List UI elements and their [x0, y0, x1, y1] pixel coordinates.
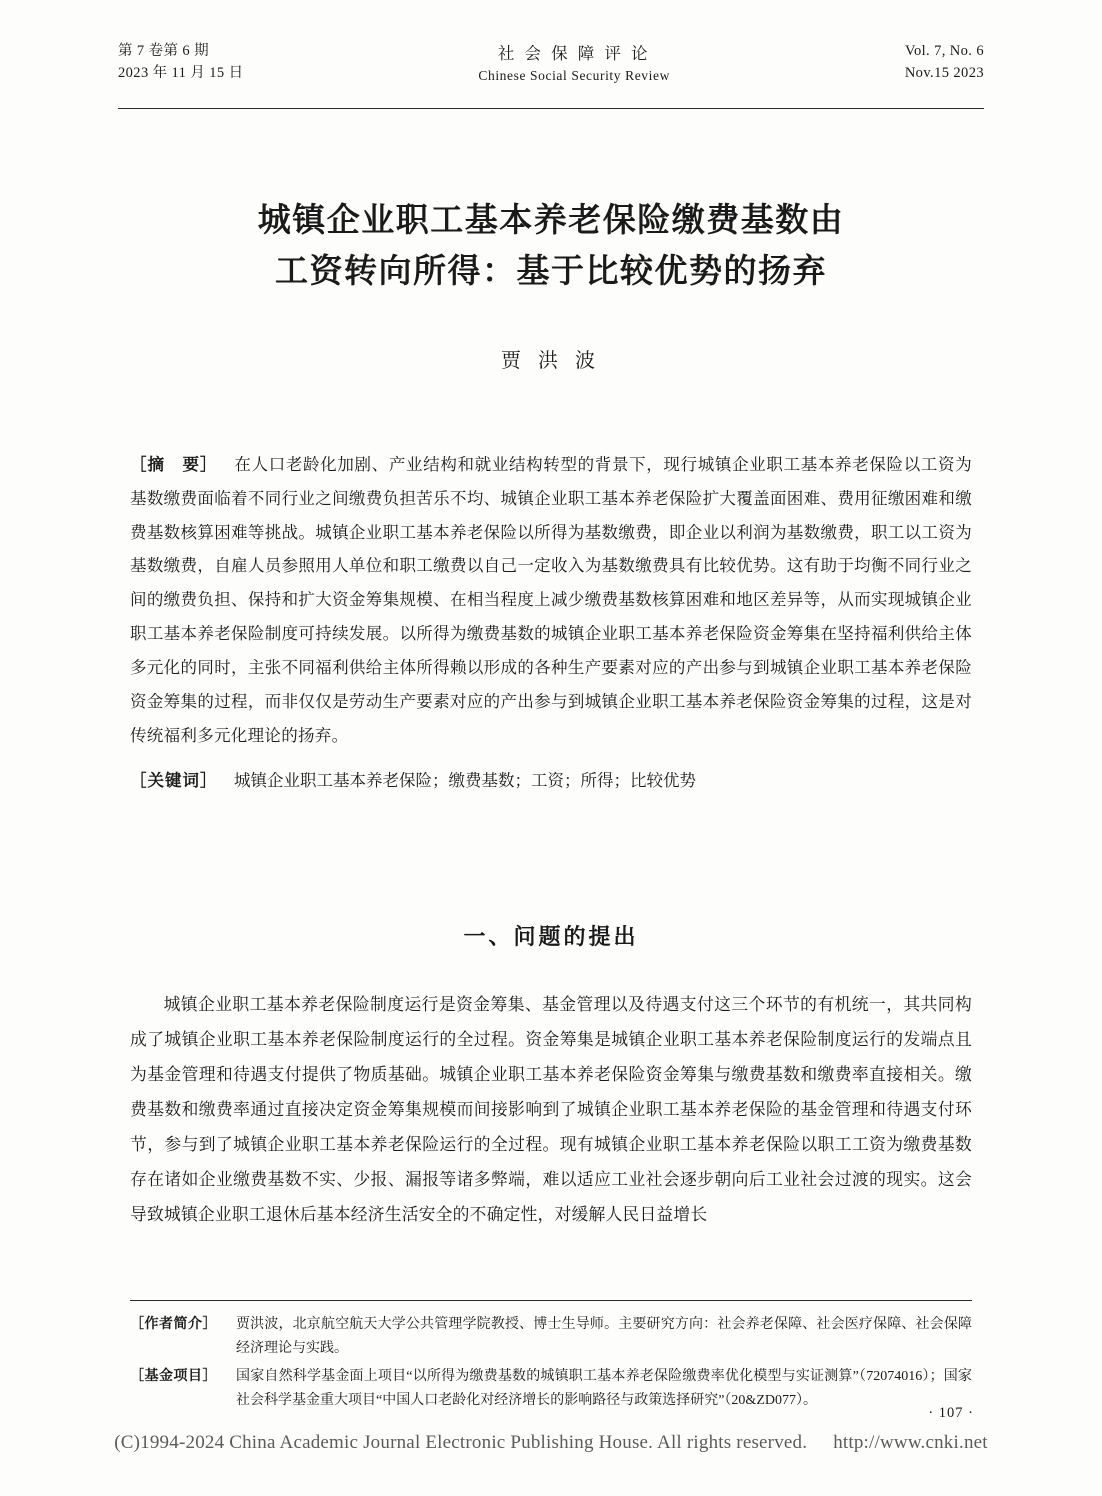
page-number: · 107 · [928, 1405, 974, 1421]
article-title-block [140, 196, 962, 373]
keywords-text: 城镇企业职工基本养老保险；缴费基数；工资；所得；比较优势 [234, 771, 696, 791]
cnki-copyright: (C)1994-2024 China Academic Journal Electronic Publishing House. All rights reserved. [114, 1432, 808, 1453]
cnki-footer [0, 1432, 1102, 1454]
journal-title-en: Chinese Social Security Review [478, 68, 670, 83]
publication-date-cn: 2023 年 11 月 15 日 [118, 65, 244, 82]
footnote-fund-label: ［基金项目］ [130, 1369, 217, 1385]
abstract-row [130, 448, 972, 752]
abstract-text: 在人口老龄化加剧、产业结构和就业结构转型的背景下，现行城镇企业职工基本养老保险以工资为基数缴费面临着不同行业之间缴费负担苦乐不均、城镇企业职工基本养老保险扩大覆盖面困难、费用征缴困难和缴费基数核算困难等挑战。城镇企业职工基本养老保险以所得为基数缴费，即企业以利润为基数缴费，职工以工资为基数缴费，自雇人员参照用人单位和职工缴费以自己一定收入为基数缴费具有比较优势。这有助于均衡不同行业之间的缴费负担、保持和扩大资金筹集规模、在相当程度上减少缴费基数核算困难和地区差异等，从而实现城镇企业职工基本养老保险制度可持续发展。以所得为缴费基数的城镇企业职工基本养老保险资金筹集在坚持福利供给主体多元化的同时，主张不同福利供给主体所得赖以形成的各种生产要素对应的产出参与到城镇企业职工基本养老保险资金筹集的过程，而非仅仅是劳动生产要素对应的产出参与到城镇企业职工基本养老保险资金筹集的过程，这是对传统福利多元化理论的扬弃。 [130, 455, 972, 745]
keywords-label: ［关键词］ [130, 771, 218, 791]
running-head [118, 40, 984, 109]
footnote-author-text: 贾洪波，北京航空航天大学公共管理学院教授、博士生导师。主要研究方向：社会养老保障、社会医疗保障、社会保障经济理论与实践。 [236, 1317, 972, 1357]
volume-issue: 第 7 卷第 6 期 [118, 43, 209, 59]
running-head-center [244, 40, 905, 84]
article-author: 贾 洪 波 [501, 350, 601, 373]
section-heading: 一、问题的提出 [463, 924, 639, 949]
body-paragraph: 城镇企业职工基本养老保险制度运行是资金筹集、基金管理以及待遇支付这三个环节的有机统一，其共同构成了城镇企业职工基本养老保险制度运行的全过程。资金筹集是城镇企业职工基本养老保险制度运行的发端点且为基金管理和待遇支付提供了物质基础。城镇企业职工基本养老保险资金筹集与缴费基数和缴费率直接相关。缴费基数和缴费率通过直接决定资金筹集规模而间接影响到了城镇企业职工基本养老保险的基金管理和待遇支付环节，参与到了城镇企业职工基本养老保险运行的全过程。现有城镇企业职工基本养老保险以职工工资为缴费基数存在诸如企业缴费基数不实、少报、漏报等诸多弊端，难以适应工业社会逐步朝向后工业社会过渡的现实。这会导致城镇企业职工退休后基本经济生活安全的不确定性，对缓解人民日益增长 [130, 995, 972, 1224]
running-head-left [118, 40, 244, 85]
abstract-block [130, 448, 972, 797]
footnote-funding [130, 1365, 972, 1413]
running-head-right [905, 40, 984, 85]
abstract-label: ［摘 要］ [130, 455, 218, 474]
publication-date-en: Nov.15 2023 [904, 65, 984, 82]
keywords-row [130, 764, 972, 797]
article-title-line-1: 城镇企业职工基本养老保险缴费基数由 [257, 203, 845, 239]
footnotes-block [130, 1300, 972, 1417]
footnote-author-bio [130, 1313, 972, 1361]
footnote-fund-text: 国家自然科学基金面上项目“以所得为缴费基数的城镇职工基本养老保险缴费率优化模型与实证测算”（72074016）；国家社会科学基金重大项目“中国人口老龄化对经济增长的影响路径与政策选择研究”（20&ZD077）。 [236, 1369, 972, 1409]
volume-issue-en: Vol. 7, No. 6 [904, 43, 984, 59]
journal-title-cn: 社 会 保 障 评 论 [497, 44, 651, 63]
cnki-url: http://www.cnki.net [833, 1432, 988, 1453]
footnote-author-label: ［作者简介］ [130, 1317, 217, 1332]
article-title-line-2: 工资转向所得：基于比较优势的扬弃 [275, 254, 827, 291]
